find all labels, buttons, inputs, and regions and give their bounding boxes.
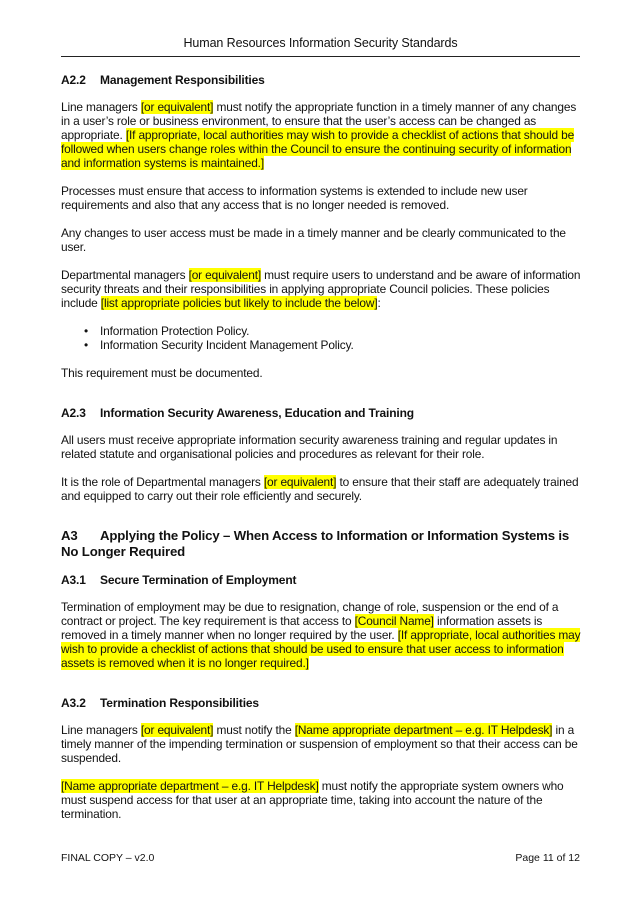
- bullet-list: [61, 324, 581, 352]
- section-title: Termination Responsibilities: [100, 696, 259, 710]
- paragraph: Processes must ensure that access to information systems is extended to include new user requirements and also that any access that is no longer needed is removed.: [61, 184, 528, 212]
- section-number: A2.3: [61, 406, 86, 420]
- text: Termination of employment may be due to resignation, change of role, suspension or the end of a contract or project. The key requirement is that access to: [61, 600, 559, 628]
- highlight-placeholder: [or equivalent]: [140, 723, 214, 737]
- text: in a timely manner of the impending termination or suspension of employment so that their access can be suspended.: [61, 723, 578, 765]
- text: must require users to understand and be aware of information security threats and their responsibilities in applying appropriate Council policies. These policies include: [61, 268, 581, 310]
- highlight-placeholder: [or equivalent]: [188, 268, 262, 282]
- document-footer: [61, 852, 580, 864]
- paragraph: [61, 475, 581, 503]
- highlight-placeholder: [Council Name]: [354, 614, 434, 628]
- paragraph: Any changes to user access must be made in a timely manner and be clearly communicated to the user.: [61, 226, 566, 254]
- section-number: A3: [61, 528, 78, 543]
- highlight-placeholder: [list appropriate policies but likely to include the below]: [100, 296, 378, 310]
- section-number: A3.2: [61, 696, 86, 710]
- section-heading-a3: [61, 528, 581, 560]
- text: Line managers: [61, 100, 141, 114]
- section-heading-a3-1: [61, 573, 581, 587]
- section-heading-a3-2: [61, 696, 581, 710]
- text: Departmental managers: [61, 268, 189, 282]
- text: It is the role of Departmental managers: [61, 475, 264, 489]
- section-number: A2.2: [61, 73, 86, 87]
- section-title: Information Security Awareness, Education and Training: [100, 406, 414, 420]
- highlight-placeholder: [Name appropriate department – e.g. IT Helpdesk]: [61, 779, 319, 793]
- text: information assets is removed in a timely manner when no longer required by the user.: [61, 614, 543, 642]
- text: :: [377, 296, 381, 310]
- section-heading-a2-3: [61, 406, 581, 420]
- version-label: FINAL COPY – v2.0: [61, 852, 155, 864]
- text: must notify the: [213, 723, 295, 737]
- section-number: A3.1: [61, 573, 86, 587]
- paragraph: [61, 779, 581, 821]
- highlight-placeholder: [Name appropriate department – e.g. IT Helpdesk]: [294, 723, 553, 737]
- highlight-placeholder: [or equivalent]: [263, 475, 337, 489]
- section-title: Management Responsibilities: [100, 73, 265, 87]
- section-title: Secure Termination of Employment: [100, 573, 297, 587]
- section-heading-a2-2: [61, 73, 581, 87]
- text: to ensure that their staff are adequately trained and equipped to carry out their role efficiently and securely.: [61, 475, 579, 503]
- highlight-placeholder: [If appropriate, local authorities may wish to provide a checklist of actions that should be used to ensure that user access to information assets is removed when it is no longer required.]: [61, 628, 581, 670]
- section-title: Applying the Policy – When Access to Information or Information Systems is No Longer Required: [61, 528, 570, 559]
- paragraph: [61, 723, 581, 765]
- header-divider: [61, 56, 580, 57]
- document-body: [61, 73, 581, 821]
- highlight-placeholder: [If appropriate, local authorities may wish to provide a checklist of actions that should be followed when users change roles within the Council to ensure the continuing security of information and information systems is maintained.]: [61, 128, 575, 170]
- list-item: • Information Security Incident Management Policy.: [61, 338, 581, 352]
- text: must notify the appropriate function in a timely manner of any changes in a user’s role or business environment, to ensure that the user’s access can be changed as appropriate.: [61, 100, 577, 142]
- document-header-title: Human Resources Information Security Standards: [183, 36, 458, 50]
- page-number: Page 11 of 12: [515, 852, 580, 864]
- text: Line managers: [61, 723, 141, 737]
- paragraph: [61, 100, 581, 170]
- paragraph: This requirement must be documented.: [61, 366, 263, 380]
- paragraph: [61, 600, 581, 670]
- highlight-placeholder: [or equivalent]: [140, 100, 214, 114]
- paragraph: [61, 268, 581, 310]
- list-item: • Information Protection Policy.: [61, 324, 581, 338]
- paragraph: All users must receive appropriate information security awareness training and regular updates in related statute and organisational policies and procedures as relevant for their role.: [61, 433, 558, 461]
- text: must notify the appropriate system owners who must suspend access for that user at an appropriate time, taking into account the nature of the termination.: [61, 779, 564, 821]
